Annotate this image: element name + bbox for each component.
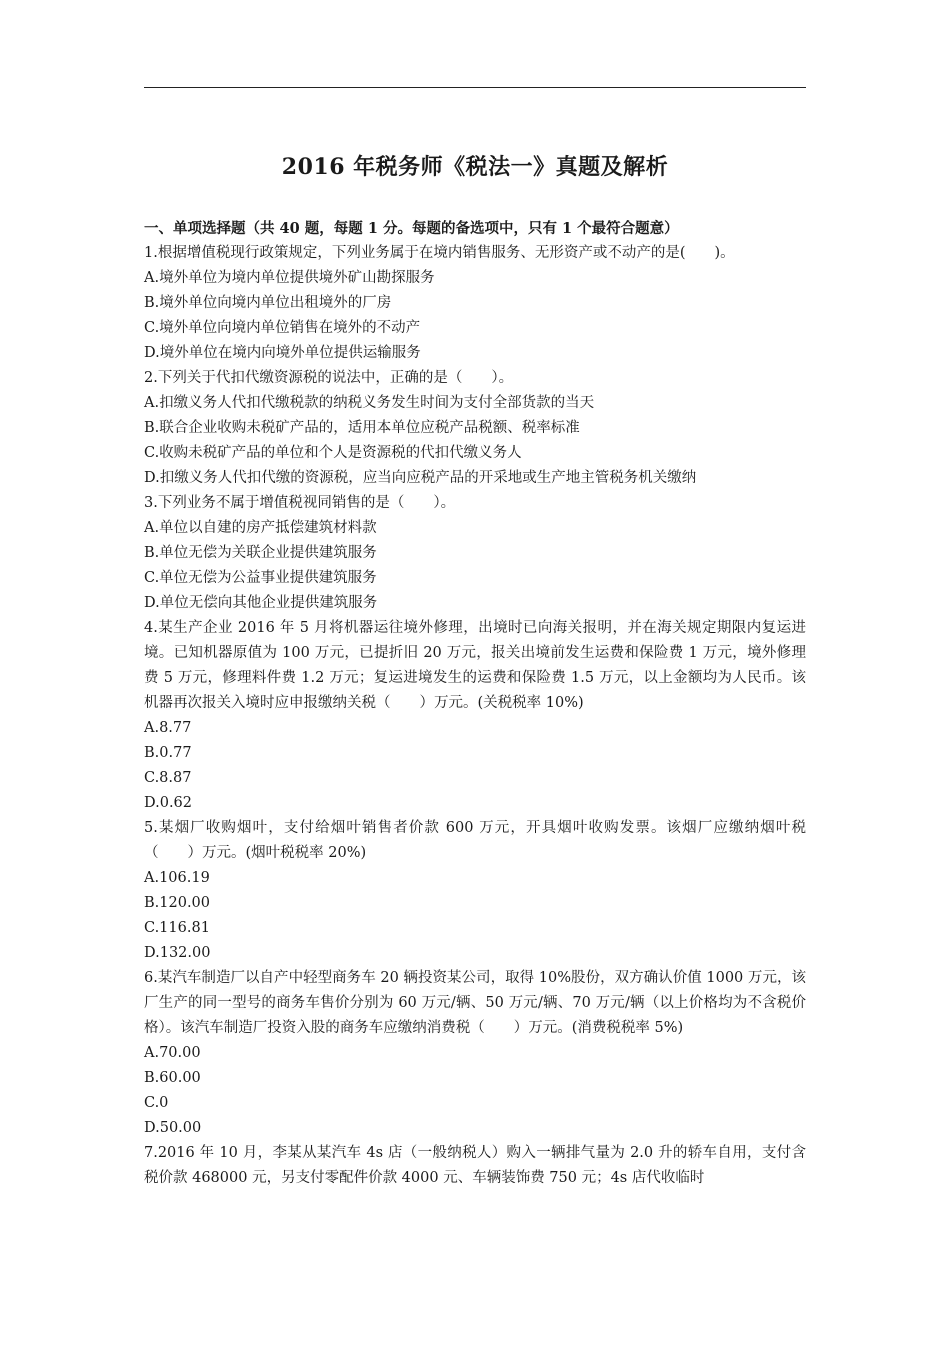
document-body xyxy=(144,216,806,1191)
question-7-stem: 7.2016 年 10 月，李某从某汽车 4s 店（一般纳税人）购入一辆排气量为 2.0 升的轿车自用，支付含税价款 468000 元，另支付零配件价款 4000 元、车辆装饰费 750 元；4s 店代收临时 xyxy=(144,1145,806,1186)
question-4-option-d: D.0.62 xyxy=(144,795,193,811)
header-rule xyxy=(144,87,806,88)
question-4-option-a: A.8.77 xyxy=(144,720,192,736)
question-2-option-a: A.扣缴义务人代扣代缴税款的纳税义务发生时间为支付全部货款的当天 xyxy=(144,395,595,411)
question-6-stem: 6.某汽车制造厂以自产中轻型商务车 20 辆投资某公司，取得 10%股份，双方确认价值 1000 万元，该厂生产的同一型号的商务车售价分别为 60 万元/辆、50 万元/辆、70 万元/辆（以上价格均为不含税价格）。该汽车制造厂投资入股的商务车应缴纳消费税（ ）万元。(消费税税率 5%) xyxy=(144,970,806,1036)
question-3-option-b: B.单位无偿为关联企业提供建筑服务 xyxy=(144,545,377,561)
question-5-option-b: B.120.00 xyxy=(144,895,211,911)
question-5-option-a: A.106.19 xyxy=(144,870,210,886)
question-6-option-b: B.60.00 xyxy=(144,1070,201,1086)
question-4-stem: 4.某生产企业 2016 年 5 月将机器运往境外修理，出境时已向海关报明，并在海关规定期限内复运进境。已知机器原值为 100 万元，已提折旧 20 万元，报关出境前发生运费和保险费 1 万元，境外修理费 5 万元，修理料件费 1.2 万元；复运进境发生的运费和保险费 1.5 万元，以上金额均为人民币。该机器再次报关入境时应申报缴纳关税（ ）万元。(关税税率 10%) xyxy=(144,620,806,711)
question-3-stem: 3.下列业务不属于增值税视同销售的是（ ）。 xyxy=(144,495,456,511)
page-title: 2016 年税务师《税法一》真题及解析 xyxy=(281,154,669,180)
question-5-stem: 5.某烟厂收购烟叶，支付给烟叶销售者价款 600 万元，开具烟叶收购发票。该烟厂应缴纳烟叶税（ ）万元。(烟叶税税率 20%) xyxy=(144,820,806,861)
question-2-option-d: D.扣缴义务人代扣代缴的资源税，应当向应税产品的开采地或生产地主管税务机关缴纳 xyxy=(144,470,697,486)
question-5-option-d: D.132.00 xyxy=(144,945,211,961)
question-6-option-d: D.50.00 xyxy=(144,1120,202,1136)
question-1-option-b: B.境外单位向境内单位出租境外的厂房 xyxy=(144,295,392,311)
question-2-option-c: C.收购未税矿产品的单位和个人是资源税的代扣代缴义务人 xyxy=(144,445,522,461)
question-1-stem: 1.根据增值税现行政策规定，下列业务属于在境内销售服务、无形资产或不动产的是( )。 xyxy=(144,245,735,261)
question-4-option-b: B.0.77 xyxy=(144,745,192,761)
question-3-option-d: D.单位无偿向其他企业提供建筑服务 xyxy=(144,595,378,611)
question-3-option-c: C.单位无偿为公益事业提供建筑服务 xyxy=(144,570,377,586)
question-2-option-b: B.联合企业收购未税矿产品的，适用本单位应税产品税额、税率标准 xyxy=(144,420,580,436)
question-2-stem: 2.下列关于代扣代缴资源税的说法中，正确的是（ ）。 xyxy=(144,370,514,386)
question-1-option-c: C.境外单位向境内单位销售在境外的不动产 xyxy=(144,320,421,336)
question-1-option-a: A.境外单位为境内单位提供境外矿山勘探服务 xyxy=(144,270,435,286)
question-5-option-c: C.116.81 xyxy=(144,920,210,936)
question-1-option-d: D.境外单位在境内向境外单位提供运输服务 xyxy=(144,345,421,361)
question-3-option-a: A.单位以自建的房产抵偿建筑材料款 xyxy=(144,520,377,536)
question-6-option-c: C.0 xyxy=(144,1095,169,1111)
question-4-option-c: C.8.87 xyxy=(144,770,192,786)
section-heading: 一、单项选择题（共 40 题，每题 1 分。每题的备选项中，只有 1 个最符合题意） xyxy=(144,220,679,237)
question-6-option-a: A.70.00 xyxy=(144,1045,201,1061)
